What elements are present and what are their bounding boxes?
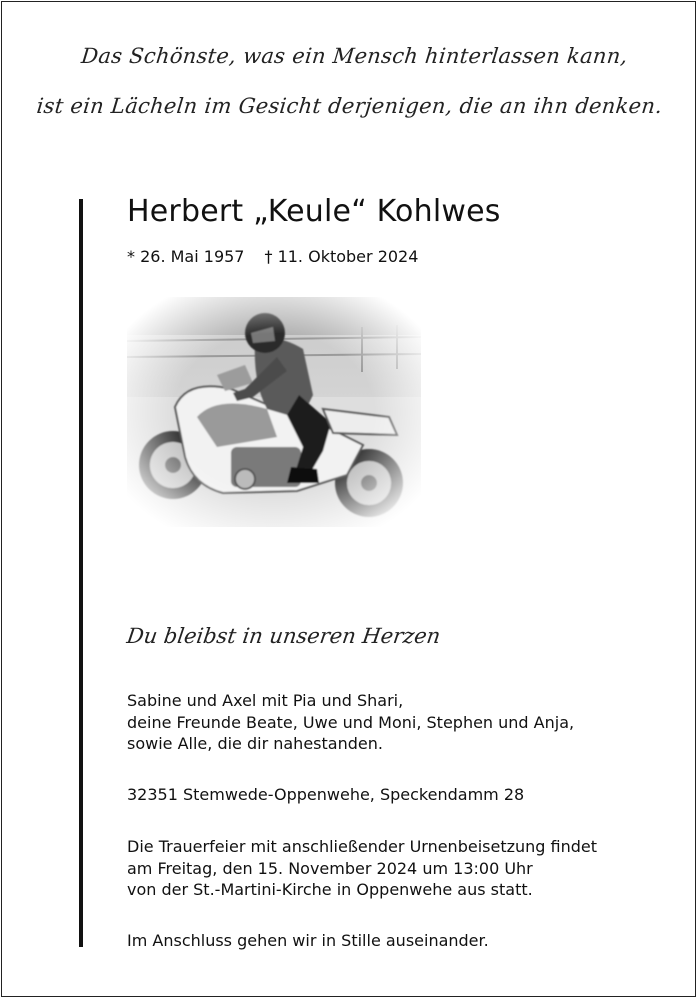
quote-line-1: Das Schönste, was ein Mensch hinterlassen kann, [80, 44, 629, 68]
family-line-1: Sabine und Axel mit Pia und Shari, [127, 691, 404, 710]
deceased-name: Herbert „Keule“ Kohlwes [127, 194, 501, 229]
life-dates [127, 247, 418, 266]
address-line: 32351 Stemwede-Oppenwehe, Speckendamm 28 [127, 785, 525, 804]
family-line-2: deine Freunde Beate, Uwe und Moni, Stephen und Anja, [127, 712, 575, 732]
ceremony-line-2: am Freitag, den 15. November 2024 um 13:00 Uhr [127, 858, 533, 878]
ceremony-line-1: Die Trauerfeier mit anschließender Urnenbeisetzung findet [127, 837, 598, 856]
ceremony-line-3: von der St.-Martini-Kirche in Oppenwehe aus statt. [127, 880, 533, 899]
death-date: † 11. Oktober 2024 [264, 247, 419, 266]
signoff-script: Du bleibst in unseren Herzen [125, 624, 442, 648]
family-block [127, 690, 574, 755]
closing-block [127, 930, 489, 952]
birth-date: * 26. Mai 1957 [127, 247, 245, 266]
closing-line: Im Anschluss gehen wir in Stille auseinander. [127, 931, 489, 950]
vertical-rule [79, 199, 83, 947]
motorcycle-photo [127, 297, 421, 527]
family-line-3: sowie Alle, die dir nahestanden. [127, 734, 383, 753]
quote-line-2: ist ein Lächeln im Gesicht derjenigen, die an ihn denken. [35, 94, 664, 118]
ceremony-block [127, 836, 597, 901]
address-block [127, 784, 524, 806]
motorcycle-rider-image [127, 297, 421, 527]
